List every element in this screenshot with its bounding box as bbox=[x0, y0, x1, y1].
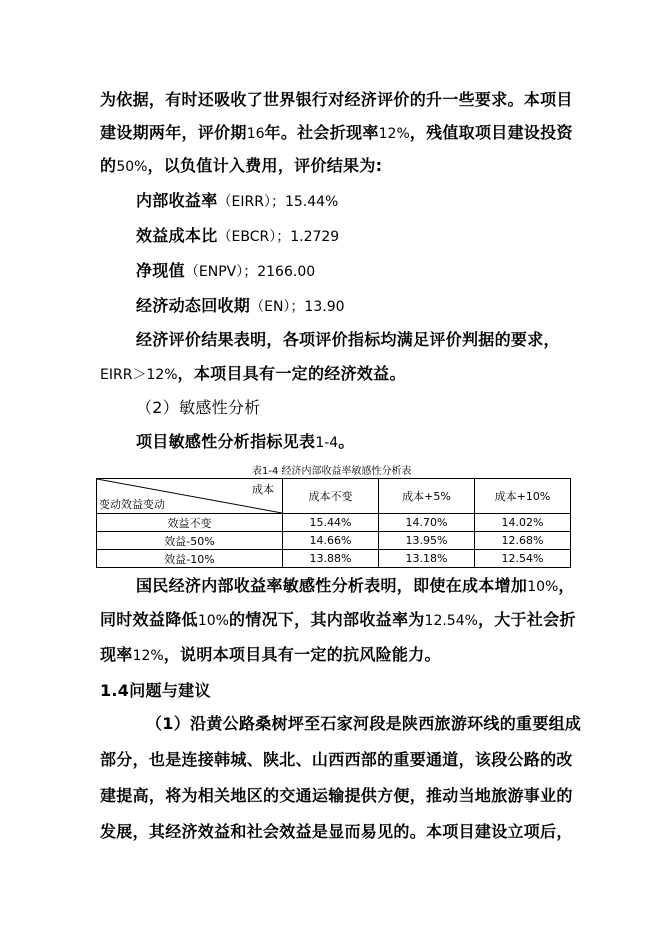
text-line: EIRR＞12%，本项目具有一定的经济效益。 bbox=[100, 364, 406, 383]
table-corner bbox=[97, 479, 283, 514]
corner-row-label: 变动效益变动 bbox=[99, 498, 165, 511]
sensitivity-table bbox=[96, 478, 571, 568]
table-caption: 表1-4 经济内部收益率敏感性分析表 bbox=[252, 466, 412, 477]
table-cell: 12.68% bbox=[475, 532, 571, 550]
column-header: 成本+5% bbox=[379, 479, 475, 514]
text-line: 同时效益降低10%的情况下，其内部收益率为12.54%，大于社会折 bbox=[100, 610, 576, 629]
text-line: 的50%，以负值计入费用，评价结果为: bbox=[100, 156, 383, 175]
result-ebcr: 效益成本比（EBCR）；1.2729 bbox=[136, 226, 340, 245]
table-cell: 15.44% bbox=[283, 514, 379, 532]
column-header: 成本不变 bbox=[283, 479, 379, 514]
text-line: 项目敏感性分析指标见表1-4。 bbox=[136, 432, 355, 451]
table-cell: 14.70% bbox=[379, 514, 475, 532]
text-line: 建设期两年，评价期16年。社会折现率12%，残值取项目建设投资 bbox=[100, 123, 573, 142]
result-eirr: 内部收益率（EIRR）；15.44% bbox=[136, 191, 339, 210]
table-cell: 13.88% bbox=[283, 550, 379, 568]
table-row bbox=[97, 532, 571, 550]
text-line: 经济评价结果表明，各项评价指标均满足评价判据的要求， bbox=[136, 330, 560, 349]
text-line: 国民经济内部收益率敏感性分析表明，即使在成本增加10%， bbox=[136, 576, 575, 595]
table-cell: 13.18% bbox=[379, 550, 475, 568]
table-cell: 13.95% bbox=[379, 532, 475, 550]
table-cell: 14.66% bbox=[283, 532, 379, 550]
table-cell: 12.54% bbox=[475, 550, 571, 568]
text-line: （1）沿黄公路桑树坪至石家河段是陕西旅游环线的重要组成 bbox=[146, 714, 582, 733]
row-label: 效益-50% bbox=[97, 532, 283, 550]
column-header: 成本+10% bbox=[475, 479, 571, 514]
text-line: 建提高，将为相关地区的交通运输提供方便，推动当地旅游事业的 bbox=[100, 786, 573, 805]
row-label: 效益-10% bbox=[97, 550, 283, 568]
text-line: 现率12%，说明本项目具有一定的抗风险能力。 bbox=[100, 645, 441, 664]
text-line: 发展，其经济效益和社会效益是显而易见的。本项目建设立项后， bbox=[100, 822, 573, 841]
table-row bbox=[97, 514, 571, 532]
table-row bbox=[97, 550, 571, 568]
text-line: 部分，也是连接韩城、陕北、山西西部的重要通道，该段公路的改 bbox=[100, 750, 573, 769]
section-heading-1-4: 1.4问题与建议 bbox=[100, 681, 211, 700]
result-enpv: 净现值（ENPV）；2166.00 bbox=[136, 261, 316, 280]
row-label: 效益不变 bbox=[97, 514, 283, 532]
result-en: 经济动态回收期（EN）；13.90 bbox=[136, 296, 345, 315]
section-heading: （2）敏感性分析 bbox=[136, 398, 261, 417]
text-line: 为依据，有时还吸收了世界银行对经济评价的升一些要求。本项目 bbox=[100, 90, 573, 109]
corner-col-label: 成本 bbox=[252, 483, 274, 496]
table-cell: 14.02% bbox=[475, 514, 571, 532]
